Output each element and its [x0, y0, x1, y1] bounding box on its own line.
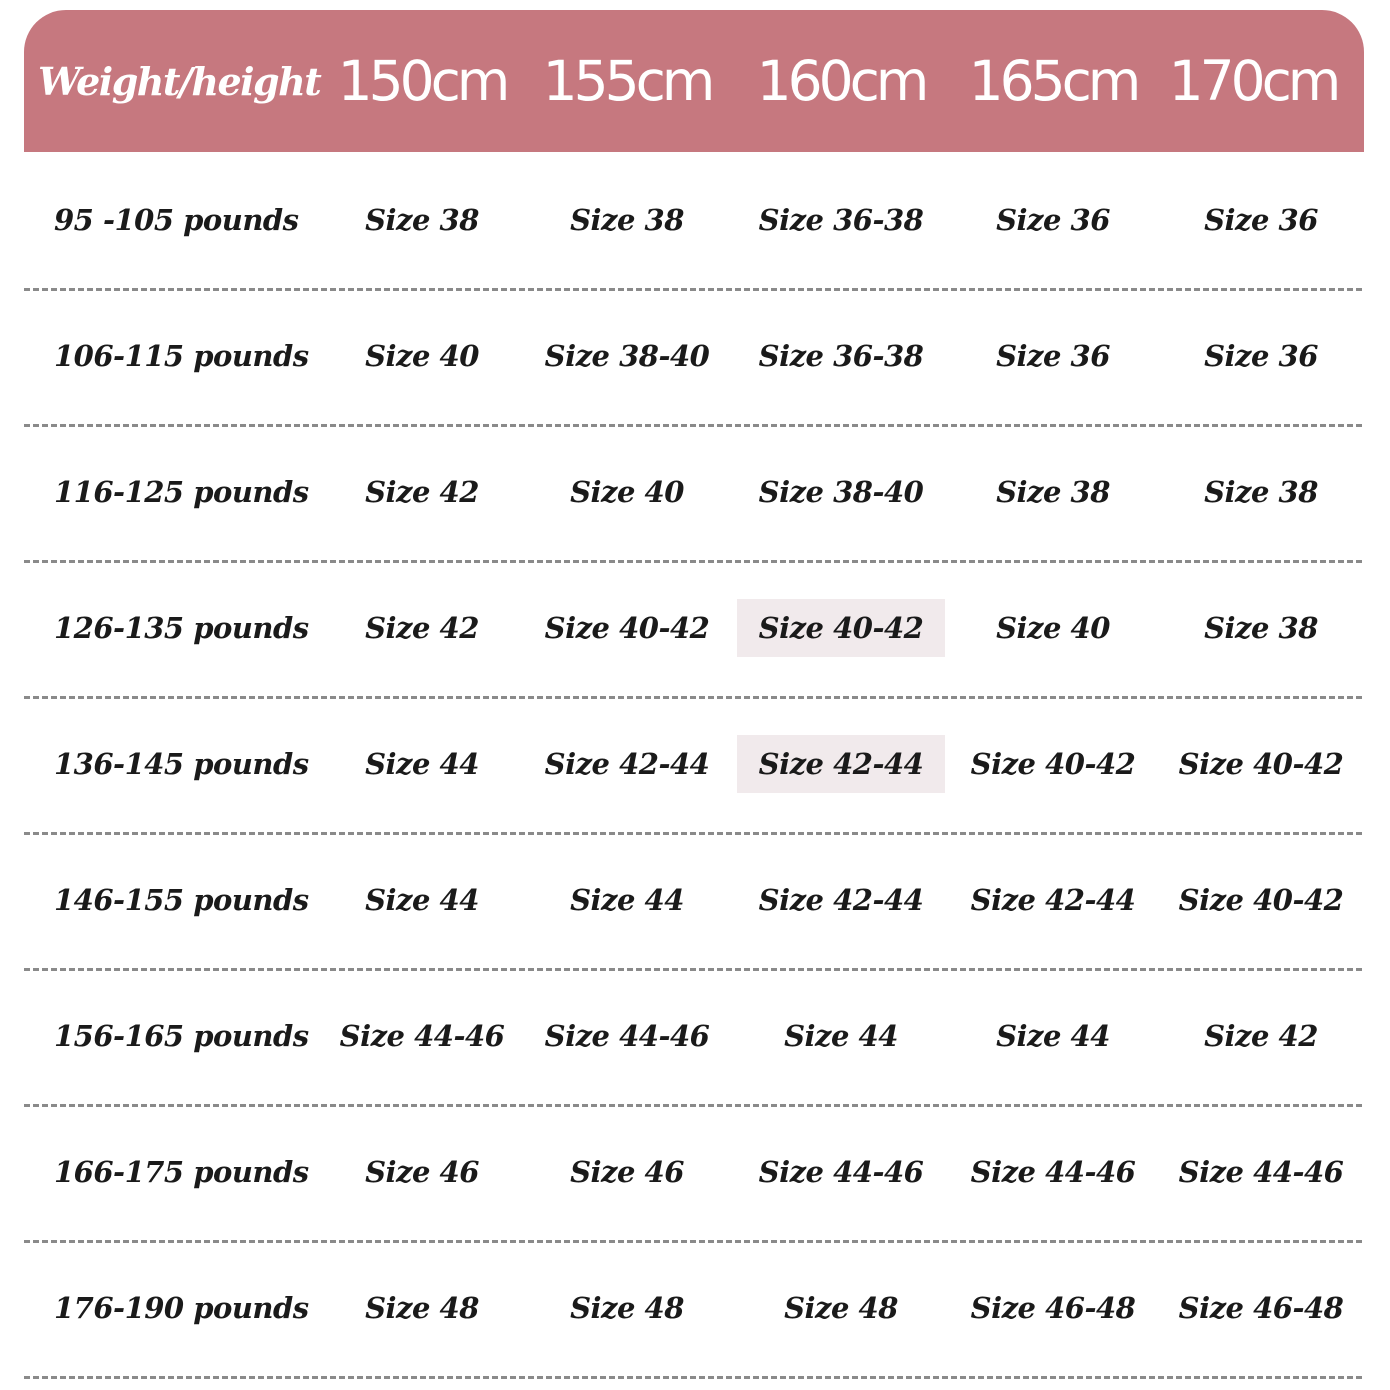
- size-row: [24, 152, 1364, 288]
- height-165-header: 165cm: [968, 49, 1138, 113]
- size-cell: [1158, 152, 1364, 288]
- size-value: Size 42-44: [544, 747, 710, 781]
- size-chart-header: [24, 10, 1364, 152]
- size-row: [24, 424, 1364, 560]
- size-value: Size 40: [365, 339, 479, 373]
- size-cell: [324, 1240, 520, 1376]
- size-value: Size 38: [1204, 611, 1318, 645]
- size-value: Size 48: [784, 1291, 898, 1325]
- size-row: [24, 1104, 1364, 1240]
- size-value: Size 44: [784, 1019, 898, 1053]
- size-value: Size 42-44: [970, 883, 1136, 917]
- size-value: Size 46: [365, 1155, 479, 1189]
- size-cell: [324, 152, 520, 288]
- size-row: [24, 560, 1364, 696]
- size-value: Size 40-42: [1178, 883, 1344, 917]
- size-value: Size 38: [1204, 475, 1318, 509]
- size-value: Size 46-48: [970, 1291, 1136, 1325]
- size-value: Size 44-46: [970, 1155, 1136, 1189]
- weight-range-label: 95 -105 pounds: [54, 203, 299, 237]
- size-value: Size 44: [570, 883, 684, 917]
- height-150-header: 150cm: [337, 49, 507, 113]
- weight-range-label: 116-125 pounds: [54, 475, 309, 509]
- size-cell: [734, 968, 948, 1104]
- weight-range-label: 156-165 pounds: [54, 1019, 309, 1053]
- size-cell: [520, 696, 734, 832]
- size-value: Size 40-42: [970, 747, 1136, 781]
- weight-range-label: 146-155 pounds: [54, 883, 309, 917]
- height-170-header: 170cm: [1168, 49, 1338, 113]
- size-cell: [948, 1104, 1158, 1240]
- size-value: Size 44-46: [339, 1019, 505, 1053]
- weight-height-label: Weight/height: [38, 58, 321, 104]
- size-value: Size 42: [365, 611, 479, 645]
- size-value: Size 46: [570, 1155, 684, 1189]
- size-value: Size 48: [570, 1291, 684, 1325]
- height-160-header: 160cm: [756, 49, 926, 113]
- size-value: Size 36: [1204, 203, 1318, 237]
- size-cell: [948, 424, 1158, 560]
- size-cell: [1158, 968, 1364, 1104]
- size-value: Size 44: [365, 883, 479, 917]
- size-cell: [324, 696, 520, 832]
- size-cell: [948, 696, 1158, 832]
- size-value: Size 38: [570, 203, 684, 237]
- size-cell: [324, 1104, 520, 1240]
- row-divider: [24, 1376, 1362, 1379]
- size-cell: [324, 288, 520, 424]
- weight-range-label: 166-175 pounds: [54, 1155, 309, 1189]
- size-cell: [734, 1240, 948, 1376]
- size-cell: [520, 424, 734, 560]
- size-value: Size 40: [570, 475, 684, 509]
- size-cell: [520, 152, 734, 288]
- size-cell: [734, 288, 948, 424]
- size-row: [24, 832, 1364, 968]
- size-cell: [520, 968, 734, 1104]
- size-cell: [324, 424, 520, 560]
- size-cell: [324, 832, 520, 968]
- size-cell: [734, 424, 948, 560]
- size-value: Size 40-42: [544, 611, 710, 645]
- size-cell: [520, 560, 734, 696]
- size-cell: [324, 968, 520, 1104]
- size-cell: [948, 832, 1158, 968]
- weight-range-label: 106-115 pounds: [54, 339, 309, 373]
- size-value: Size 48: [365, 1291, 479, 1325]
- size-cell: [520, 1104, 734, 1240]
- size-row: [24, 288, 1364, 424]
- size-value: Size 36: [996, 339, 1110, 373]
- size-cell: [948, 968, 1158, 1104]
- size-value: Size 36-38: [758, 203, 924, 237]
- size-value: Size 38: [365, 203, 479, 237]
- size-row: [24, 696, 1364, 832]
- size-value: Size 36-38: [758, 339, 924, 373]
- weight-range-label: 126-135 pounds: [54, 611, 309, 645]
- size-cell: [734, 696, 948, 832]
- size-row: [24, 968, 1364, 1104]
- size-cell: [1158, 1240, 1364, 1376]
- size-value: Size 36: [1204, 339, 1318, 373]
- size-cell: [948, 560, 1158, 696]
- size-value: Size 44: [365, 747, 479, 781]
- size-cell: [734, 560, 948, 696]
- size-value: Size 38: [996, 475, 1110, 509]
- size-cell: [734, 1104, 948, 1240]
- size-cell: [1158, 832, 1364, 968]
- size-cell: [324, 560, 520, 696]
- size-cell: [520, 1240, 734, 1376]
- size-cell: [734, 152, 948, 288]
- size-value: Size 44: [996, 1019, 1110, 1053]
- weight-range-label: 136-145 pounds: [54, 747, 309, 781]
- size-value: Size 42-44: [737, 735, 946, 793]
- size-value: Size 44-46: [544, 1019, 710, 1053]
- size-cell: [948, 288, 1158, 424]
- size-cell: [1158, 560, 1364, 696]
- size-value: Size 40: [996, 611, 1110, 645]
- size-cell: [520, 832, 734, 968]
- size-cell: [948, 1240, 1158, 1376]
- size-value: Size 38-40: [544, 339, 710, 373]
- size-value: Size 46-48: [1178, 1291, 1344, 1325]
- size-value: Size 40-42: [737, 599, 946, 657]
- size-cell: [734, 832, 948, 968]
- size-cell: [948, 152, 1158, 288]
- size-value: Size 42: [1204, 1019, 1318, 1053]
- size-cell: [1158, 288, 1364, 424]
- size-cell: [1158, 424, 1364, 560]
- weight-range-label: 176-190 pounds: [54, 1291, 309, 1325]
- size-value: Size 38-40: [758, 475, 924, 509]
- size-cell: [1158, 696, 1364, 832]
- size-cell: [1158, 1104, 1364, 1240]
- size-value: Size 44-46: [758, 1155, 924, 1189]
- size-value: Size 40-42: [1178, 747, 1344, 781]
- size-row: [24, 1240, 1364, 1376]
- size-value: Size 36: [996, 203, 1110, 237]
- size-cell: [520, 288, 734, 424]
- height-155-header: 155cm: [542, 49, 712, 113]
- size-value: Size 42-44: [758, 883, 924, 917]
- size-value: Size 44-46: [1178, 1155, 1344, 1189]
- size-value: Size 42: [365, 475, 479, 509]
